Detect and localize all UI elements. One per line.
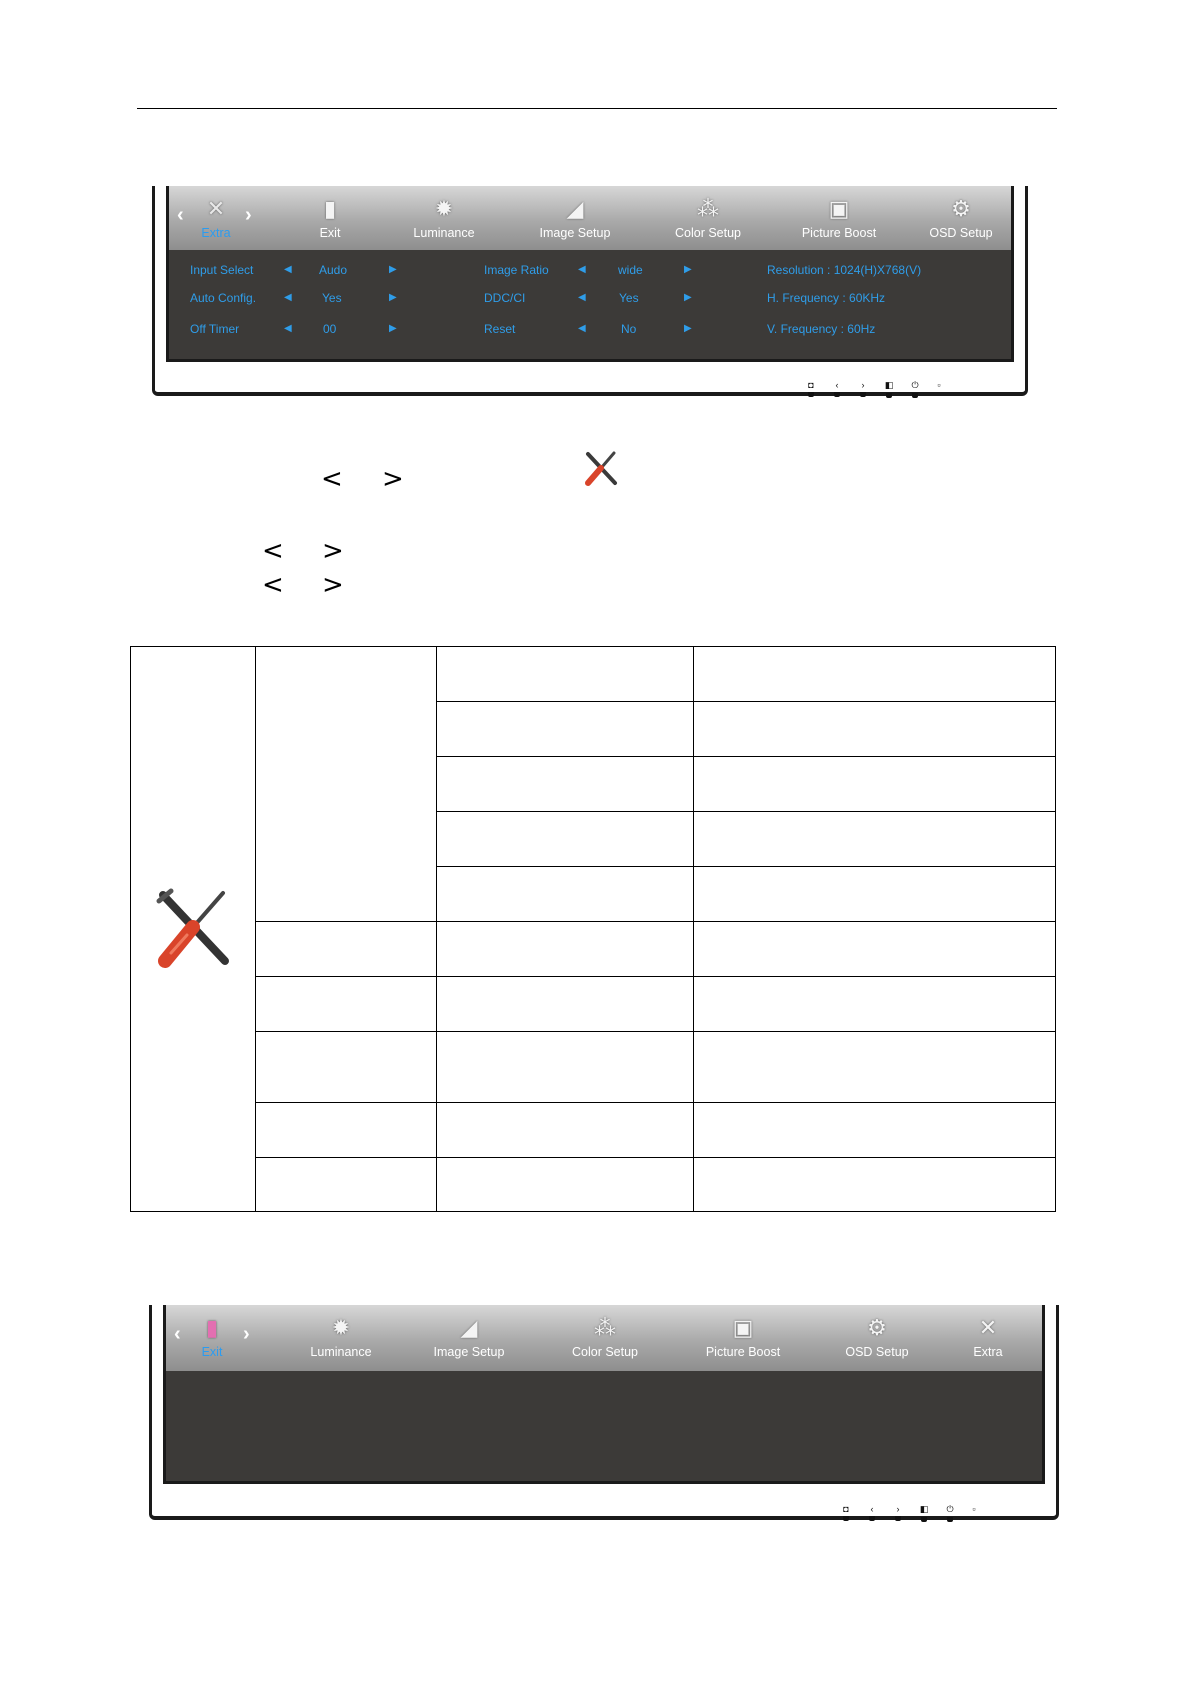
tab-label: OSD Setup [929,226,993,240]
decrease-arrow[interactable]: ◀ [578,292,586,303]
led-indicator: ▫ [972,1504,976,1514]
tab-label: OSD Setup [845,1345,909,1359]
tab-label: Color Setup [674,226,741,240]
osd-setup-icon: ⚙ [867,1315,887,1340]
tab-label: Color Setup [571,1345,638,1359]
header-rule [137,108,1057,109]
auto-config-label: Auto Config. [190,291,257,305]
increase-arrow[interactable]: ▶ [684,264,692,275]
table-cell [256,1158,437,1212]
led-indicator: ▫ [937,380,941,390]
table-cell [437,922,694,977]
increase-arrow[interactable]: ▶ [389,264,397,275]
tab-label: Image Setup [539,226,611,240]
menu-button[interactable]: ◧ [917,1504,931,1522]
monitor-buttons [839,1504,979,1518]
tab-prev-arrow[interactable]: ‹ [177,204,184,226]
input-select-label: Input Select [190,263,254,277]
extra-icon-cell [131,647,256,1212]
table-cell [437,757,694,812]
tab-label: Extra [201,226,231,240]
tab-label: Luminance [310,1345,372,1359]
tab-label: Picture Boost [801,226,877,240]
table-cell [437,1158,694,1212]
color-dots-icon: ⁂ [697,196,719,221]
tab-label: Image Setup [433,1345,505,1359]
tab-picture-boost[interactable] [688,1313,798,1359]
left-button[interactable]: ‹ [830,380,844,397]
decrease-arrow[interactable]: ◀ [284,292,292,303]
table-cell [437,812,694,867]
left-arrow-glyph: < [321,464,343,494]
decrease-arrow[interactable]: ◀ [284,323,292,334]
picture-boost-icon: ▣ [732,1315,754,1340]
exit-door-icon: ▮ [323,196,337,221]
extra-settings-table [130,646,1056,1212]
left-button[interactable]: ‹ [865,1504,879,1521]
power-button[interactable]: ⏻ [943,1504,957,1522]
osd-setup-icon: ⚙ [951,196,971,221]
tab-label: Picture Boost [705,1345,781,1359]
tab-label: Luminance [413,226,475,240]
off-timer-label: Off Timer [190,322,240,336]
table-cell [256,1103,437,1158]
table-cell [694,922,1056,977]
table-cell [437,702,694,757]
right-arrow-glyph: > [322,536,344,566]
osd-panel [169,186,1011,359]
table-cell [437,647,694,702]
auto-config-value: Yes [322,291,342,305]
tab-osd-setup[interactable] [822,1313,932,1359]
reset-label: Reset [484,322,516,336]
decrease-arrow[interactable]: ◀ [284,264,292,275]
decrease-arrow[interactable]: ◀ [578,323,586,334]
tab-label: Exit [201,1345,223,1359]
resolution-info: Resolution : 1024(H)X768(V) [767,263,922,277]
left-arrow-glyph: < [262,570,284,600]
table-cell [437,867,694,922]
v-frequency-info: V. Frequency : 60Hz [767,322,876,336]
tab-picture-boost[interactable] [784,194,894,240]
table-cell [694,1103,1056,1158]
table-cell [694,1032,1056,1103]
monitor-buttons [804,380,944,394]
increase-arrow[interactable]: ▶ [389,292,397,303]
image-setup-icon: ◢ [566,196,584,221]
decrease-arrow[interactable]: ◀ [578,264,586,275]
menu-button[interactable]: ◧ [882,380,896,398]
tab-label: Exit [319,226,341,240]
table-cell [437,1103,694,1158]
image-setup-icon: ◢ [460,1315,478,1340]
tab-extra[interactable] [933,1313,1042,1359]
tools-icon: ✕ [206,196,226,221]
table-cell [694,977,1056,1032]
tab-prev-arrow[interactable]: ‹ [174,1323,181,1345]
color-dots-icon: ⁂ [594,1315,616,1340]
tab-image-setup[interactable] [520,194,630,240]
tab-extra[interactable] [169,194,271,240]
table-cell [694,702,1056,757]
increase-arrow[interactable]: ▶ [389,323,397,334]
table-cell [694,647,1056,702]
increase-arrow[interactable]: ▶ [684,323,692,334]
tab-next-arrow[interactable]: › [245,204,252,226]
tab-luminance[interactable] [389,194,499,240]
tab-label: Extra [973,1345,1003,1359]
table-cell [256,922,437,977]
increase-arrow[interactable]: ▶ [684,292,692,303]
tab-color-setup[interactable] [550,1313,660,1359]
table-cell [437,1032,694,1103]
tools-icon [582,450,620,488]
h-frequency-info: H. Frequency : 60KHz [767,291,886,305]
table-cell [694,812,1056,867]
tab-next-arrow[interactable]: › [243,1323,250,1345]
osd-panel [166,1305,1042,1481]
tab-exit[interactable] [166,1313,267,1359]
ddc-ci-value: Yes [619,291,639,305]
off-timer-value: 00 [323,322,337,336]
table-cell [256,647,437,922]
exit-door-icon: ▮ [205,1315,219,1340]
source-button[interactable]: ◘ [804,380,818,397]
table-cell [256,1032,437,1103]
power-button[interactable]: ⏻ [908,380,922,398]
right-arrow-glyph: > [382,464,404,494]
left-arrow-glyph: < [262,536,284,566]
table-cell [256,977,437,1032]
tab-color-setup[interactable] [653,194,763,240]
table-cell [694,757,1056,812]
table-cell [437,977,694,1032]
right-button[interactable]: › [856,380,870,397]
tools-icon [151,887,235,971]
right-button[interactable]: › [891,1504,905,1521]
image-ratio-value: wide [618,263,643,277]
tab-exit[interactable] [275,194,385,240]
tab-image-setup[interactable] [414,1313,524,1359]
sun-icon: ✹ [434,196,454,221]
image-ratio-label: Image Ratio [484,263,549,277]
source-button[interactable]: ◘ [839,1504,853,1521]
monitor-extra-menu [152,186,1028,396]
right-arrow-glyph: > [322,570,344,600]
tab-luminance[interactable] [286,1313,396,1359]
sun-icon: ✹ [331,1315,351,1340]
ddc-ci-label: DDC/CI [484,291,526,305]
input-select-value: Audo [319,263,348,277]
monitor-exit-menu [149,1305,1059,1520]
table-cell [694,867,1056,922]
tools-icon: ✕ [978,1315,998,1340]
tab-osd-setup[interactable] [906,194,1011,240]
table-cell [694,1158,1056,1212]
reset-value: No [621,322,637,336]
osd-content [166,1371,1042,1481]
picture-boost-icon: ▣ [828,196,850,221]
